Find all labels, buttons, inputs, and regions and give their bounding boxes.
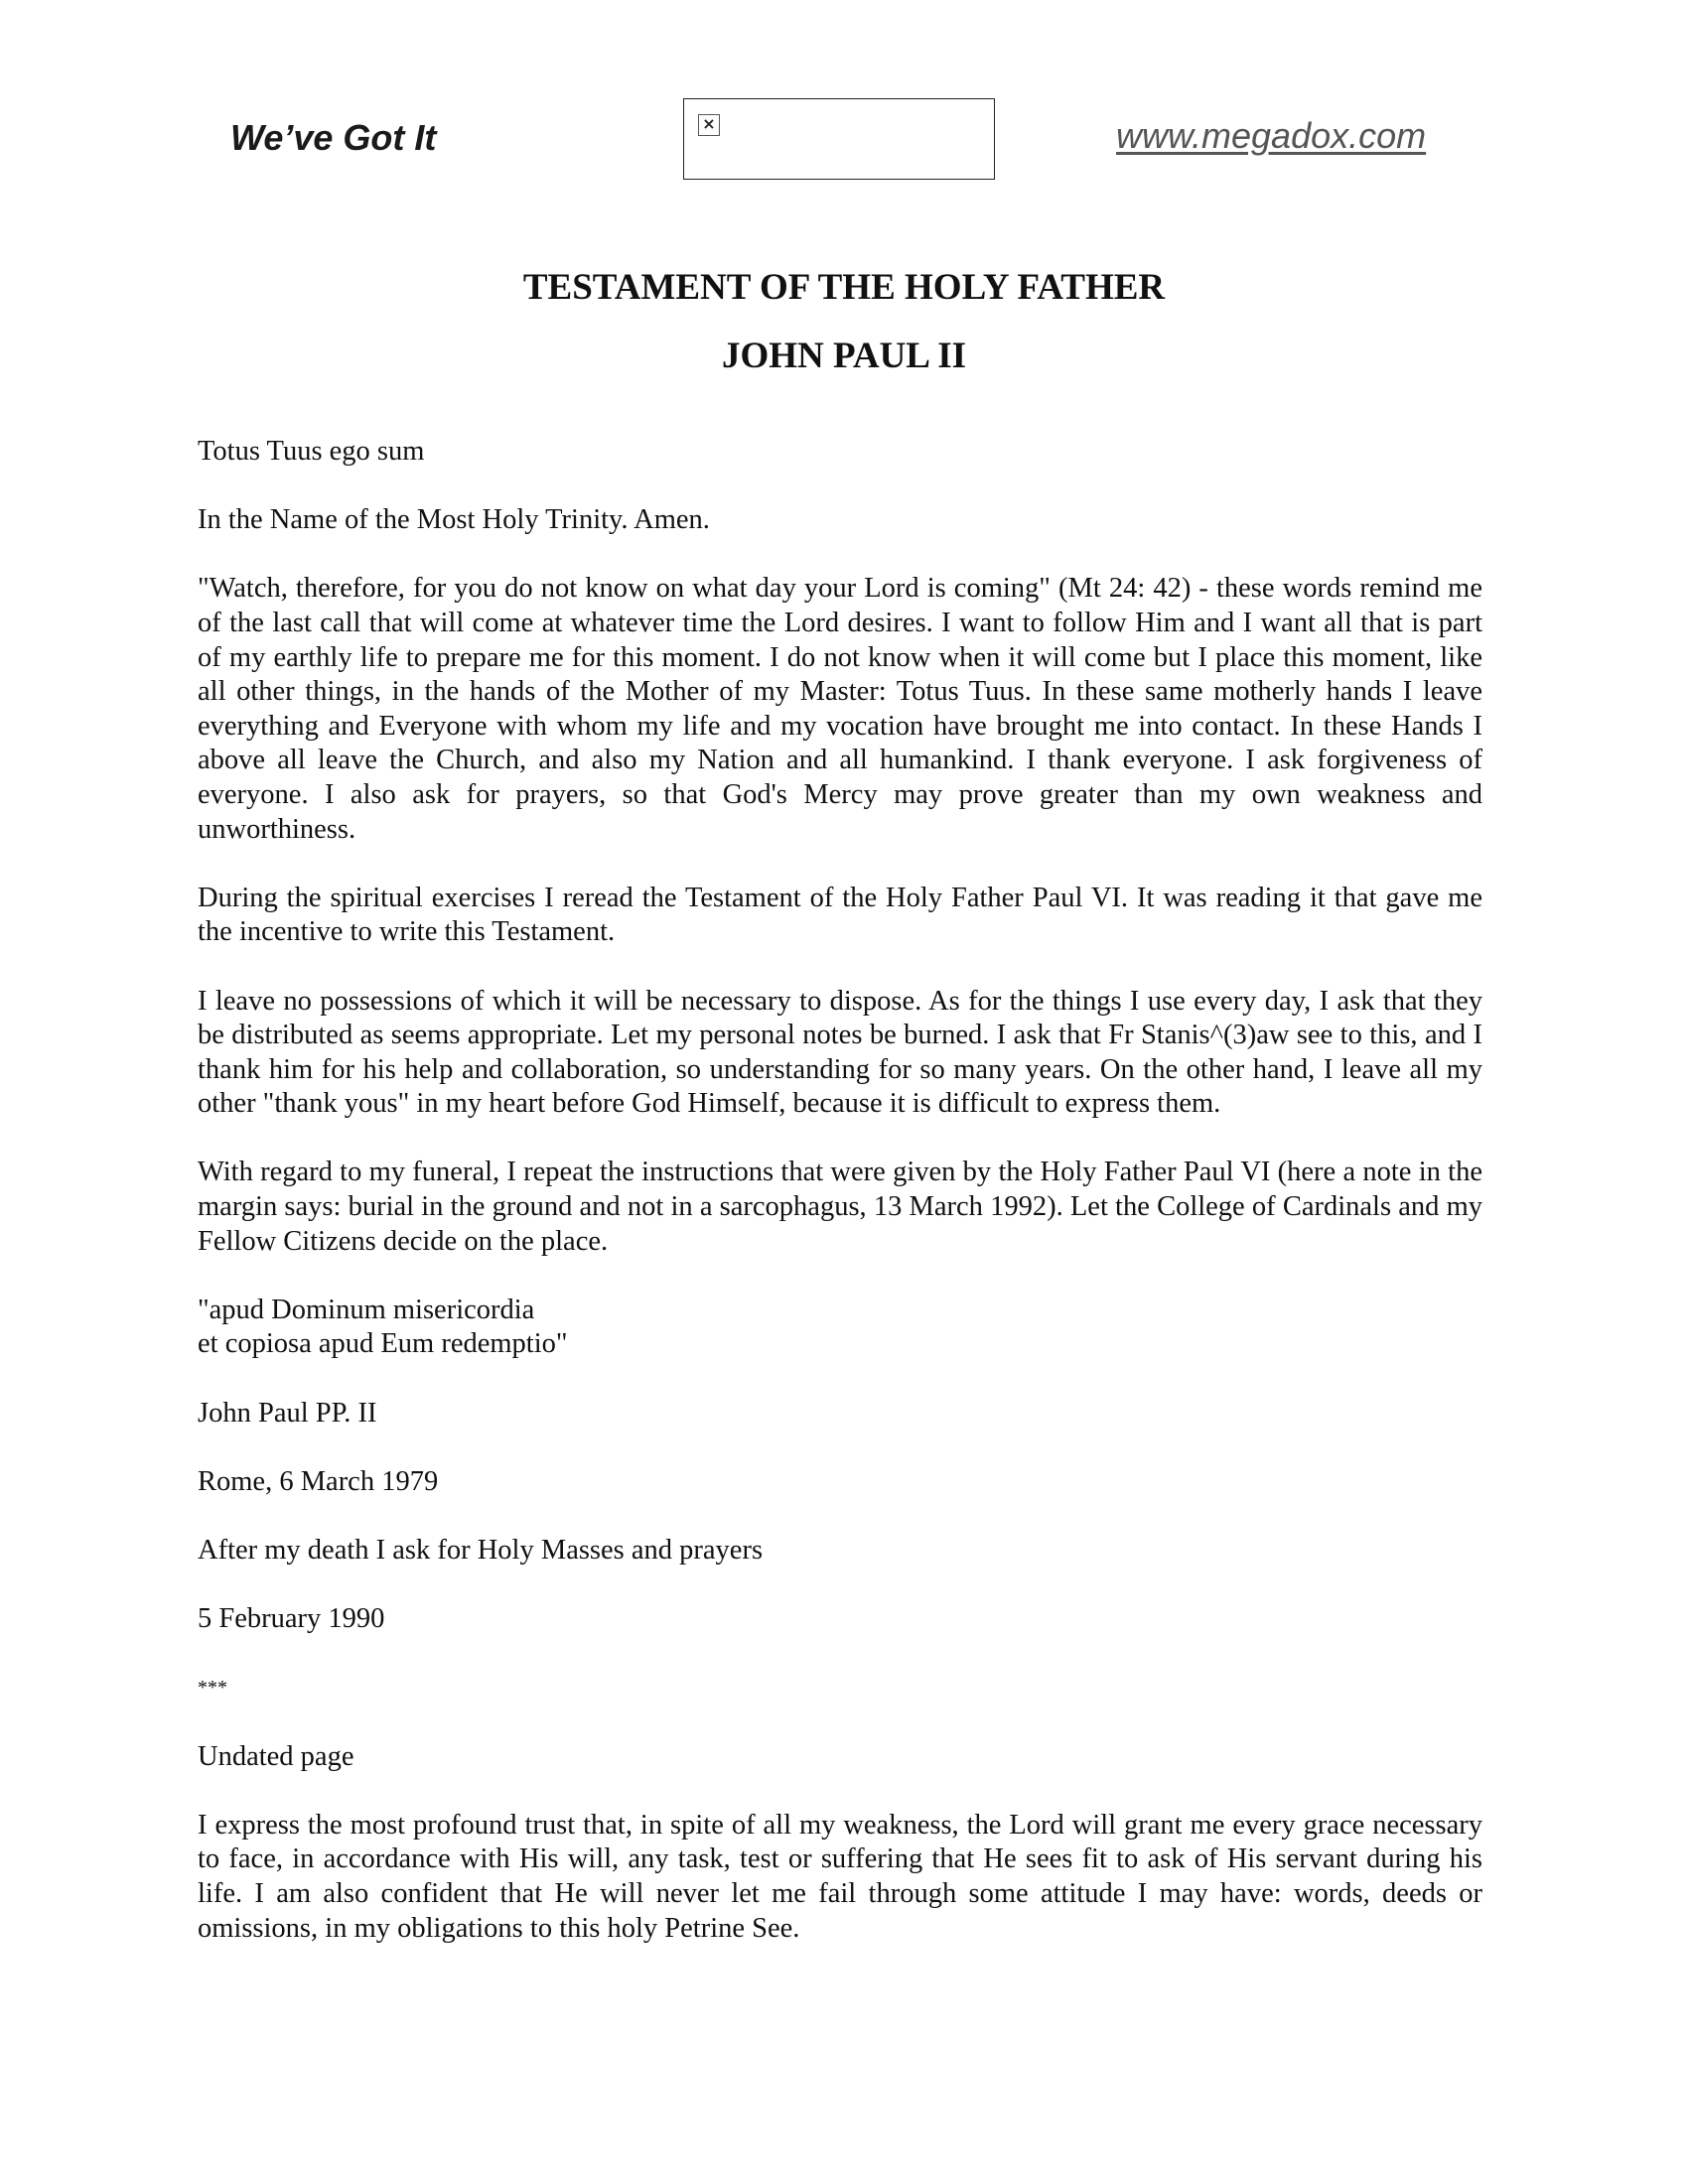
- paragraph-spiritual-exercises: During the spiritual exercises I reread the Testament of the Holy Father Paul VI. It was reading it that gave me the incentive to write this Testament.: [198, 882, 1482, 948]
- document-title: TESTAMENT OF THE HOLY FATHER: [522, 267, 1166, 308]
- second-date: 5 February 1990: [198, 1603, 385, 1635]
- section-separator: ***: [198, 1677, 227, 1700]
- paragraph-funeral: With regard to my funeral, I repeat the instructions that were given by the Holy Father Paul VI (here a note in the margin says: burial in the ground and not in a sarcophagus, 13 March 1992). Let the College of Cardinals and my Fellow Citizens decide on the place.: [198, 1157, 1482, 1257]
- paragraph-possessions: I leave no possessions of which it will be necessary to dispose. As for the things I use every day, I ask that they be distributed as seems appropriate. Let my personal notes be burned. I ask that Fr Stanis^(3)aw see to this, and I thank him for his help and collaboration, so understanding for so many years. On the other hand, I leave all my other "thank yous" in my heart before God Himself, because it is difficult to express them.: [198, 985, 1482, 1120]
- place-and-date: Rome, 6 March 1979: [198, 1465, 439, 1497]
- document-subtitle: JOHN PAUL II: [721, 336, 966, 376]
- opening-motto: Totus Tuus ego sum: [198, 436, 425, 467]
- latin-quote-line-2: et copiosa apud Eum redemptio": [198, 1328, 568, 1360]
- paragraph-trust: I express the most profound trust that, in spite of all my weakness, the Lord will grant me every grace necessary to face, in accordance with His will, any task, test or suffering that He sees fit to ask of His servant during his life. I am also confident that He will never let me fail through some attitude I may have: words, deeds or omissions, in my obligations to this holy Petrine See.: [198, 1809, 1482, 1944]
- broken-image-icon: ×: [698, 114, 720, 136]
- document-body: [198, 435, 1482, 1980]
- invocation: In the Name of the Most Holy Trinity. Amen.: [198, 504, 710, 536]
- logo-image-placeholder: [683, 98, 995, 180]
- brand-text: We’ve Got It: [230, 117, 437, 158]
- latin-quote: [198, 1294, 1482, 1362]
- masses-request: After my death I ask for Holy Masses and prayers: [198, 1535, 764, 1566]
- undated-page-heading: Undated page: [198, 1740, 354, 1772]
- signature: John Paul PP. II: [198, 1397, 377, 1429]
- paragraph-watch: "Watch, therefore, for you do not know on what day your Lord is coming" (Mt 24: 42) - these words remind me of the last call that will come at whatever time the Lord desires. I want to follow Him and I want all that is part of my earthly life to prepare me for this moment. I do not know when it will come but I place this moment, like all other things, in the hands of the Mother of my Master: Totus Tuus. In these same motherly hands I leave everything and Everyone with whom my life and my vocation have brought me into contact. In these Hands I above all leave the Church, and also my Nation and all humankind. I thank everyone. I ask forgiveness of everyone. I also ask for prayers, so that God's Mercy may prove greater than my own weakness and unworthiness.: [198, 573, 1482, 845]
- website-link[interactable]: www.megadox.com: [1116, 115, 1427, 156]
- latin-quote-line-1: "apud Dominum misericordia: [198, 1294, 535, 1325]
